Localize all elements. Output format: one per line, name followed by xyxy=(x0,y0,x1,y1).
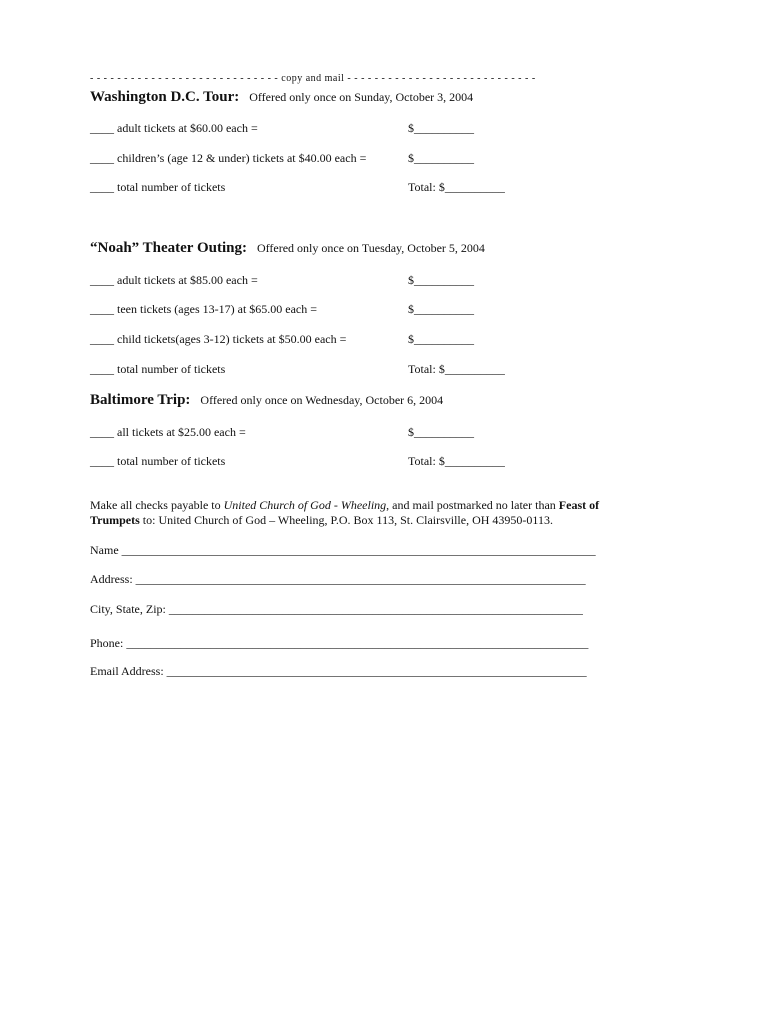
ticket-label: ____ adult tickets at $60.00 each = xyxy=(90,121,258,135)
ticket-amount: $__________ xyxy=(408,302,474,316)
ticket-row xyxy=(90,424,650,440)
ticket-total-row xyxy=(90,179,650,195)
ticket-row xyxy=(90,150,650,166)
ticket-total-row xyxy=(90,361,650,377)
ticket-amount: $__________ xyxy=(408,425,474,439)
cut-label: copy and mail xyxy=(281,73,345,84)
ticket-amount: $__________ xyxy=(408,151,474,165)
payment-text: Make all checks payable to xyxy=(90,498,224,512)
ticket-total-row xyxy=(90,453,650,469)
cut-line xyxy=(90,72,676,86)
email-field[interactable]: Email Address: ______________________________________________________________________ xyxy=(90,664,587,678)
ticket-label: ____ children’s (age 12 & under) tickets at $40.00 each = xyxy=(90,151,367,165)
address-field[interactable]: Address: ___________________________________________________________________________ xyxy=(90,572,586,586)
ticket-row xyxy=(90,272,650,288)
ticket-label: ____ total number of tickets xyxy=(90,180,226,194)
section-header-washington xyxy=(90,88,473,106)
ticket-label: ____ child tickets(ages 3-12) tickets at $50.00 each = xyxy=(90,332,347,346)
ticket-total-amount: Total: $__________ xyxy=(408,362,505,376)
ticket-label: ____ total number of tickets xyxy=(90,454,226,468)
deadline: Trumpets xyxy=(90,513,140,527)
ticket-row xyxy=(90,301,650,317)
ticket-amount: $__________ xyxy=(408,332,474,346)
ticket-row xyxy=(90,120,650,136)
section-title: Baltimore Trip: xyxy=(90,392,191,408)
ticket-row xyxy=(90,331,650,347)
payee-name: United Church of God - Wheeling xyxy=(223,498,387,512)
ticket-label: ____ adult tickets at $85.00 each = xyxy=(90,273,258,287)
ticket-label: ____ all tickets at $25.00 each = xyxy=(90,425,246,439)
section-title: Washington D.C. Tour: xyxy=(90,89,240,105)
ticket-amount: $__________ xyxy=(408,121,474,135)
payment-instructions xyxy=(90,498,650,528)
phone-field[interactable]: Phone: _____________________________________________________________________________ xyxy=(90,636,589,650)
section-header-baltimore xyxy=(90,391,443,409)
payment-text: , and mail postmarked no later than xyxy=(386,498,559,512)
cut-dashes-left: - - - - - - - - - - - - - - - - - - - - - - - - - - - - xyxy=(90,73,279,84)
city-state-zip-field[interactable]: City, State, Zip: _____________________________________________________________________ xyxy=(90,602,583,616)
ticket-label: ____ total number of tickets xyxy=(90,362,226,376)
ticket-label: ____ teen tickets (ages 13-17) at $65.00 each = xyxy=(90,302,318,316)
mailing-address: to: United Church of God – Wheeling, P.O. Box 113, St. Clairsville, OH 43950-0113. xyxy=(139,513,553,527)
section-title: “Noah” Theater Outing: xyxy=(90,240,247,256)
section-header-noah xyxy=(90,239,485,257)
section-subtitle: Offered only once on Tuesday, October 5, 2004 xyxy=(256,241,485,255)
ticket-amount: $__________ xyxy=(408,273,474,287)
deadline: Feast of xyxy=(558,498,600,512)
cut-dashes-right: - - - - - - - - - - - - - - - - - - - - - - - - - - - - xyxy=(347,73,536,84)
section-subtitle: Offered only once on Sunday, October 3, 2004 xyxy=(249,90,474,104)
ticket-total-amount: Total: $__________ xyxy=(408,180,505,194)
name-field[interactable]: Name _______________________________________________________________________________ xyxy=(90,543,596,557)
section-subtitle: Offered only once on Wednesday, October 6, 2004 xyxy=(200,393,444,407)
ticket-total-amount: Total: $__________ xyxy=(408,454,505,468)
